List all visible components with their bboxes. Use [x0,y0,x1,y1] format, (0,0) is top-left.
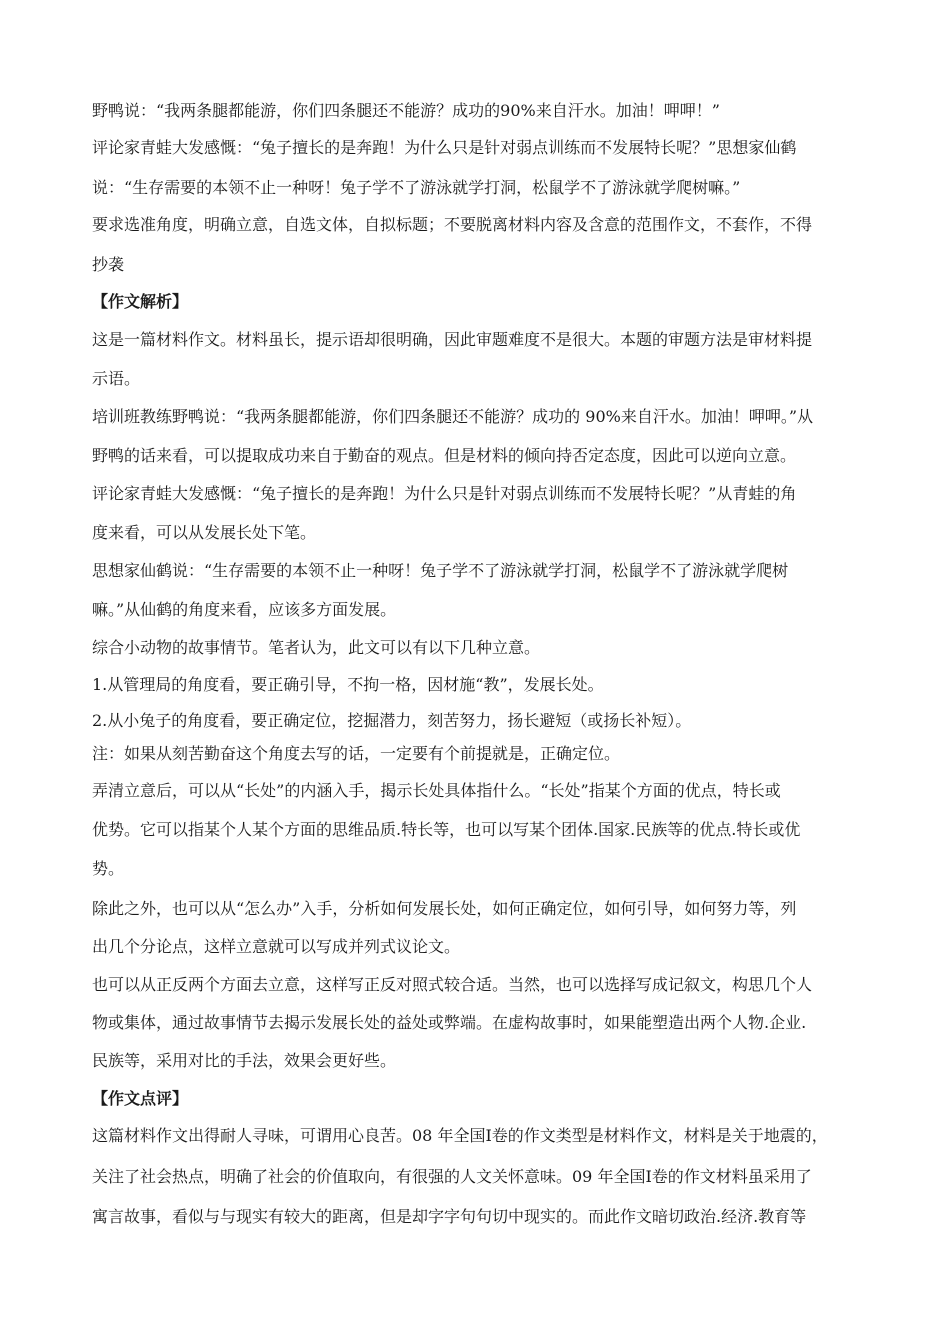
text-line: 嘛。”从仙鹤的角度来看，应该多方面发展。 [92,600,397,619]
section-heading: 【作文点评】 [92,1089,189,1108]
text-line: 思想家仙鹤说：“生存需要的本领不止一种呀！兔子学不了游泳就学打洞，松鼠学不了游泳就学爬树 [92,561,789,580]
text-line: 说：“生存需要的本领不止一种呀！兔子学不了游泳就学打洞，松鼠学不了游泳就学爬树嘛。” [92,178,741,197]
text-line: 培训班教练野鸭说：“我两条腿都能游，你们四条腿还不能游？成功的 90%来自汗水。加油！呷呷。”从 [92,407,814,426]
text-line: 优势。它可以指某个人某个方面的思维品质.特长等，也可以写某个团体.国家.民族等的优点.特长或优 [92,820,801,839]
text-line: 也可以从正反两个方面去立意，这样写正反对照式较合适。当然，也可以选择写成记叙文，构思几个人 [92,975,813,994]
text-line: 要求选准角度，明确立意，自选文体，自拟标题；不要脱离材料内容及含意的范围作文，不套作，不得 [92,215,813,234]
note-line: 注：如果从刻苦勤奋这个角度去写的话，一定要有个前提就是，正确定位。 [92,744,621,763]
text-line: 势。 [92,859,125,878]
text-line: 寓言故事，看似与与现实有较大的距离，但是却字字句句切中现实的。而此作文暗切政治.经济.教育等 [92,1207,807,1226]
text-line: 弄清立意后，可以从“长处”的内涵入手，揭示长处具体指什么。“长处”指某个方面的优点，特长或 [92,781,781,800]
text-line: 物或集体，通过故事情节去揭示发展长处的益处或弊端。在虚构故事时，如果能塑造出两个人物.企业. [92,1013,807,1032]
text-line: 综合小动物的故事情节。笔者认为，此文可以有以下几种立意。 [92,638,541,657]
text-line: 这是一篇材料作文。材料虽长，提示语却很明确，因此审题难度不是很大。本题的审题方法是审材料提 [92,330,813,349]
text-line: 度来看，可以从发展长处下笔。 [92,523,317,542]
text-line: 野鸭说：“我两条腿都能游，你们四条腿还不能游？成功的90%来自汗水。加油！呷呷！” [92,101,720,120]
text-line: 野鸭的话来看，可以提取成功来自于勤奋的观点。但是材料的倾向持否定态度，因此可以逆向立意。 [92,446,797,465]
section-heading: 【作文解析】 [92,292,189,311]
text-line: 这篇材料作文出得耐人寻味，可谓用心良苦。08 年全国Ⅰ卷的作文类型是材料作文，材料是关于地震的， [92,1126,828,1145]
text-line: 评论家青蛙大发感慨：“兔子擅长的是奔跑！为什么只是针对弱点训练而不发展特长呢？”从青蛙的角 [92,484,797,503]
text-line: 除此之外，也可以从“怎么办”入手，分析如何发展长处，如何正确定位，如何引导，如何努力等，列 [92,899,797,918]
list-item: 1.从管理局的角度看，要正确引导，不拘一格，因材施“教”，发展长处。 [92,675,604,694]
text-line: 示语。 [92,369,141,388]
list-item: 2.从小兔子的角度看，要正确定位，挖掘潜力，刻苦努力，扬长避短（或扬长补短）。 [92,711,692,730]
text-line: 关注了社会热点，明确了社会的价值取向，有很强的人文关怀意味。09 年全国Ⅰ卷的作文材料虽采用了 [92,1167,812,1186]
text-line: 出几个分论点，这样立意就可以写成并列式议论文。 [92,937,461,956]
text-line: 评论家青蛙大发感慨：“兔子擅长的是奔跑！为什么只是针对弱点训练而不发展特长呢？”思想家仙鹤 [92,138,797,157]
text-line: 民族等，采用对比的手法，效果会更好些。 [92,1051,397,1070]
text-line: 抄袭 [92,255,125,274]
